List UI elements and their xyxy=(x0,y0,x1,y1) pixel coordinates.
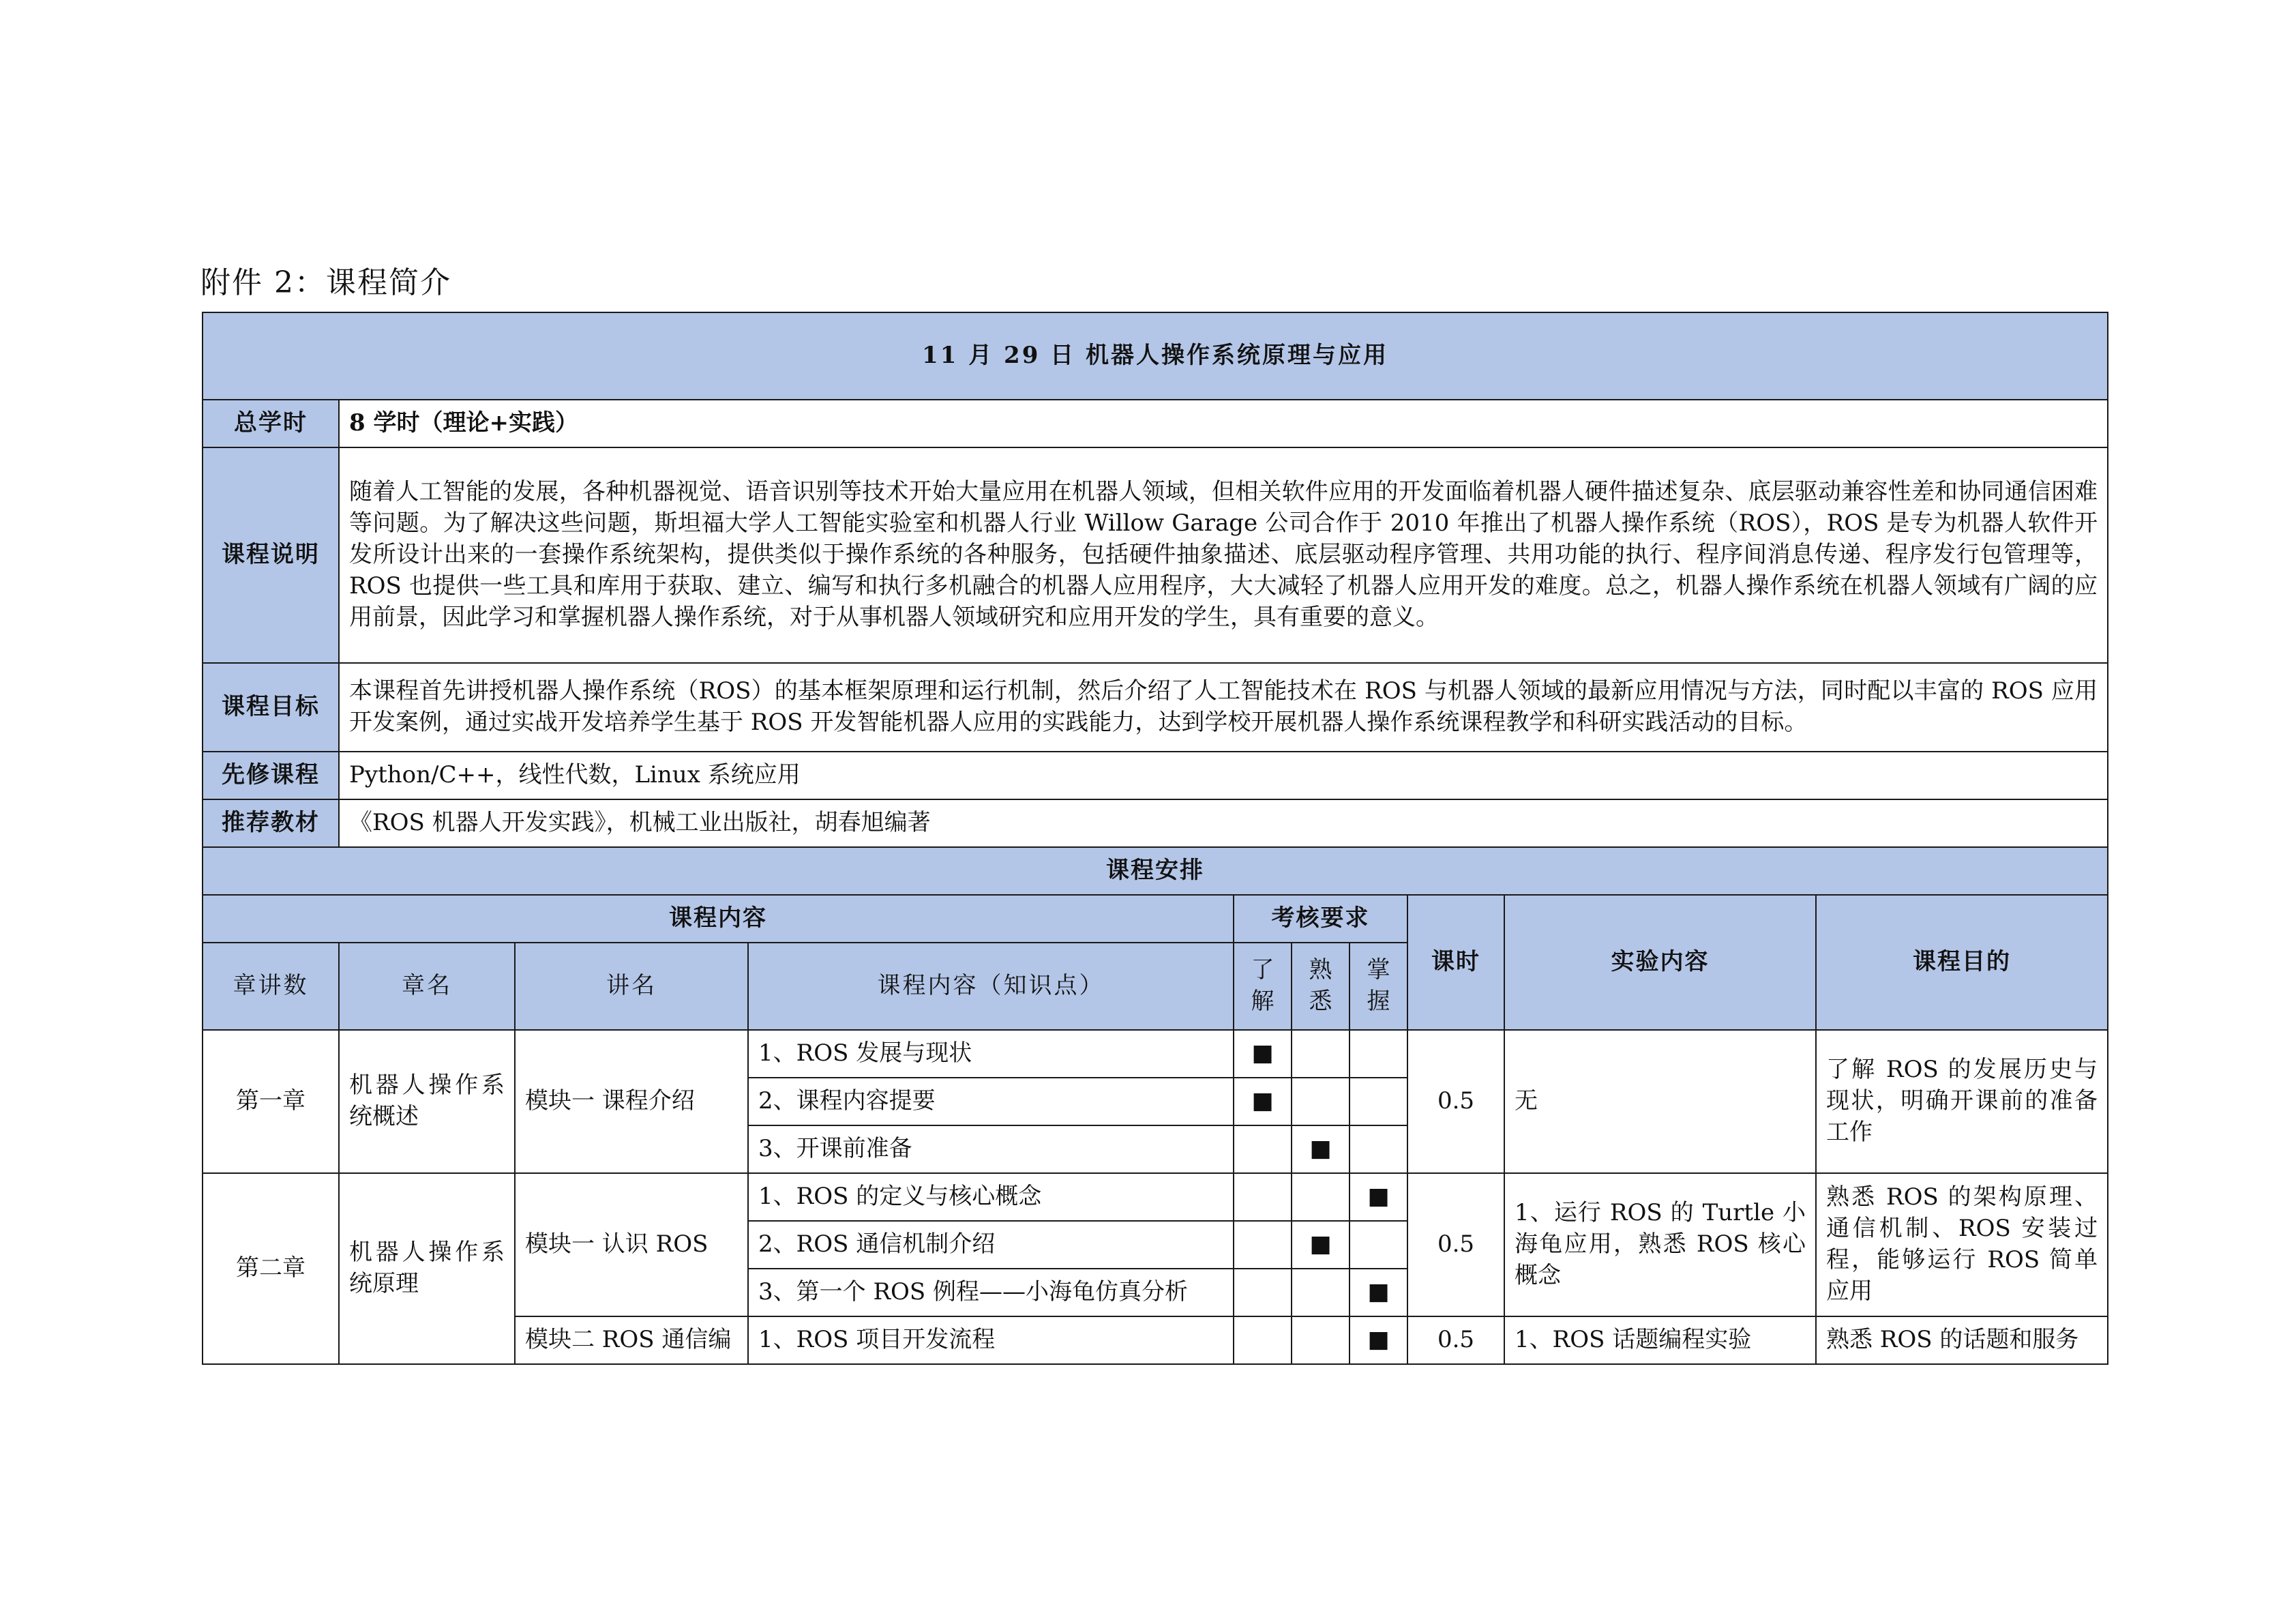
hours-header: 课时 xyxy=(1407,895,1504,1030)
course-purpose: 熟悉 ROS 的架构原理、通信机制、ROS 安装过程，能够运行 ROS 简单应用 xyxy=(1816,1173,2108,1316)
col-lecture: 讲名 xyxy=(515,943,748,1030)
mark-master: ■ xyxy=(1350,1269,1407,1316)
mark-master xyxy=(1350,1030,1407,1078)
mark-familiar xyxy=(1292,1030,1350,1078)
course-purpose: 了解 ROS 的发展历史与现状，明确开课前的准备工作 xyxy=(1816,1030,2108,1173)
mark-familiar xyxy=(1292,1316,1350,1364)
mark-understand xyxy=(1234,1221,1292,1269)
mark-familiar xyxy=(1292,1173,1350,1221)
mark-familiar xyxy=(1292,1269,1350,1316)
mark-master xyxy=(1350,1078,1407,1125)
mark-understand xyxy=(1234,1316,1292,1364)
chapter-name: 机器人操作系统概述 xyxy=(339,1030,515,1173)
schedule-title: 课程安排 xyxy=(203,847,2108,895)
chapter-no: 第一章 xyxy=(203,1030,339,1173)
chapter-name: 机器人操作系统原理 xyxy=(339,1173,515,1364)
description-label: 课程说明 xyxy=(203,447,339,663)
col-chapter-no: 章讲数 xyxy=(203,943,339,1030)
mark-master xyxy=(1350,1221,1407,1269)
mark-familiar: ■ xyxy=(1292,1125,1350,1173)
course-title: 11 月 29 日 机器人操作系统原理与应用 xyxy=(203,312,2108,400)
knowledge-point: 1、ROS 项目开发流程 xyxy=(748,1316,1234,1364)
total-hours-value: 8 学时（理论+实践） xyxy=(339,400,2108,447)
mark-understand xyxy=(1234,1125,1292,1173)
assessment-header: 考核要求 xyxy=(1234,895,1407,943)
col-familiar: 熟悉 xyxy=(1292,943,1350,1030)
prereq-value: Python/C++，线性代数，Linux 系统应用 xyxy=(339,752,2108,799)
hours-value: 0.5 xyxy=(1407,1316,1504,1364)
mark-familiar xyxy=(1292,1078,1350,1125)
attachment-label: 附件 2：课程简介 xyxy=(200,265,451,300)
mark-understand xyxy=(1234,1269,1292,1316)
content-header: 课程内容 xyxy=(203,895,1234,943)
mark-master: ■ xyxy=(1350,1173,1407,1221)
prereq-label: 先修课程 xyxy=(203,752,339,799)
lab-content: 1、运行 ROS 的 Turtle 小海龟应用，熟悉 ROS 核心概念 xyxy=(1504,1173,1816,1316)
description-text: 随着人工智能的发展，各种机器视觉、语音识别等技术开始大量应用在机器人领域，但相关软件应用的开发面临着机器人硬件描述复杂、底层驱动兼容性差和协同通信困难等问题。为了解决这些问题，斯坦福大学人工智能实验室和机器人行业 Willow Garage 公司合作于 2010 年推出了机器人操作系统（ROS），ROS 是专为机器人软件开发所设计出来的一套操作系统架构，提供类似于操作系统的各种服务，包括硬件抽象描述、底层驱动程序管理、共用功能的执行、程序间消息传递、程序发行包管理等，ROS 也提供一些工具和库用于获取、建立、编写和执行多机融合的机器人应用程序，大大减轻了机器人应用开发的难度。总之，机器人操作系统在机器人领域有广阔的应用前景，因此学习和掌握机器人操作系统，对于从事机器人领域研究和应用开发的学生，具有重要的意义。 xyxy=(339,447,2108,663)
table-row xyxy=(203,1173,2108,1221)
hours-value: 0.5 xyxy=(1407,1030,1504,1173)
col-understand: 了解 xyxy=(1234,943,1292,1030)
lab-content: 无 xyxy=(1504,1030,1816,1173)
lecture-name: 模块二 ROS 通信编 xyxy=(515,1316,748,1364)
total-hours-label: 总学时 xyxy=(203,400,339,447)
textbook-value: 《ROS 机器人开发实践》，机械工业出版社，胡春旭编著 xyxy=(339,799,2108,847)
knowledge-point: 2、课程内容提要 xyxy=(748,1078,1234,1125)
hours-value: 0.5 xyxy=(1407,1173,1504,1316)
purpose-header: 课程目的 xyxy=(1816,895,2108,1030)
course-purpose: 熟悉 ROS 的话题和服务 xyxy=(1816,1316,2108,1364)
mark-understand: ■ xyxy=(1234,1078,1292,1125)
objective-text: 本课程首先讲授机器人操作系统（ROS）的基本框架原理和运行机制，然后介绍了人工智能技术在 ROS 与机器人领域的最新应用情况与方法，同时配以丰富的 ROS 应用开发案例，通过实战开发培养学生基于 ROS 开发智能机器人应用的实践能力，达到学校开展机器人操作系统课程教学和科研实践活动的目标。 xyxy=(339,663,2108,752)
lecture-name: 模块一 课程介绍 xyxy=(515,1030,748,1173)
objective-label: 课程目标 xyxy=(203,663,339,752)
mark-master xyxy=(1350,1125,1407,1173)
lab-header: 实验内容 xyxy=(1504,895,1816,1030)
knowledge-point: 3、开课前准备 xyxy=(748,1125,1234,1173)
lecture-name: 模块一 认识 ROS xyxy=(515,1173,748,1316)
textbook-label: 推荐教材 xyxy=(203,799,339,847)
knowledge-point: 1、ROS 发展与现状 xyxy=(748,1030,1234,1078)
course-table xyxy=(202,312,2108,1365)
table-row xyxy=(203,1030,2108,1078)
col-master: 掌握 xyxy=(1350,943,1407,1030)
mark-master: ■ xyxy=(1350,1316,1407,1364)
lab-content: 1、ROS 话题编程实验 xyxy=(1504,1316,1816,1364)
knowledge-point: 2、ROS 通信机制介绍 xyxy=(748,1221,1234,1269)
chapter-no: 第二章 xyxy=(203,1173,339,1364)
col-points: 课程内容（知识点） xyxy=(748,943,1234,1030)
col-chapter-name: 章名 xyxy=(339,943,515,1030)
knowledge-point: 1、ROS 的定义与核心概念 xyxy=(748,1173,1234,1221)
mark-familiar: ■ xyxy=(1292,1221,1350,1269)
mark-understand xyxy=(1234,1173,1292,1221)
knowledge-point: 3、第一个 ROS 例程——小海龟仿真分析 xyxy=(748,1269,1234,1316)
mark-understand: ■ xyxy=(1234,1030,1292,1078)
